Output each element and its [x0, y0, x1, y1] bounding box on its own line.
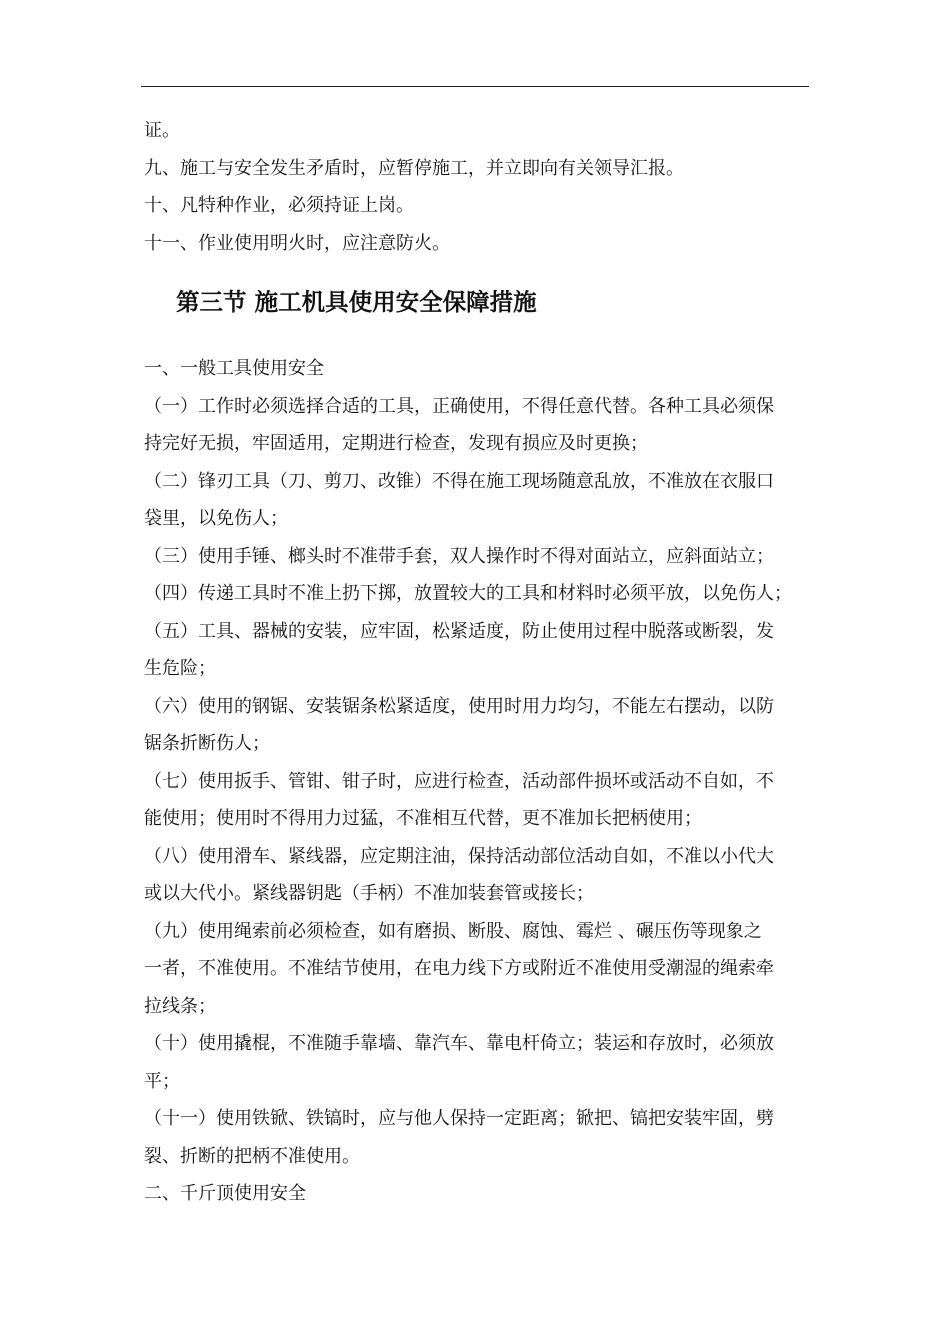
text-line: 十一、作业使用明火时，应注意防火。 — [144, 232, 450, 254]
text-line: 锯条折断伤人； — [144, 733, 270, 754]
text-line: 一、一般工具使用安全 — [144, 358, 324, 379]
text-line: 一者，不准使用。不准结节使用，在电力线下方或附近不准使用受潮湿的绳索牵 — [144, 958, 774, 979]
text-line: （七）使用扳手、管钳、钳子时，应进行检查，活动部件损坏或活动不自如，不 — [144, 770, 774, 792]
text-line: （五）工具、器械的安装，应牢固，松紧适度，防止使用过程中脱落或断裂，发 — [144, 620, 774, 642]
text-line: 九、施工与安全发生矛盾时，应暂停施工，并立即向有关领导汇报。 — [144, 157, 684, 179]
text-line: （三）使用手锤、榔头时不准带手套，双人操作时不得对面站立，应斜面站立； — [144, 545, 774, 567]
text-line: （九）使用绳索前必须检查，如有磨损、断股、腐蚀、霉烂 、碾压伤等现象之 — [144, 920, 762, 942]
text-line: 二、千斤顶使用安全 — [144, 1183, 306, 1204]
header-rule — [141, 86, 809, 87]
text-line: 十、凡特种作业，必须持证上岗。 — [144, 195, 414, 216]
text-line: （一）工作时必须选择合适的工具，正确使用，不得任意代替。各种工具必须保 — [144, 395, 774, 417]
text-line: 能使用；使用时不得用力过猛，不准相互代替，更不准加长把柄使用； — [144, 808, 702, 829]
text-line: 裂、折断的把柄不准使用。 — [144, 1145, 360, 1167]
section-title: 第三节 施工机具使用安全保障措施 — [176, 288, 537, 316]
text-line: （六）使用的钢锯、安装锯条松紧适度，使用时用力均匀，不能左右摆动，以防 — [144, 695, 774, 717]
text-line: （四）传递工具时不准上扔下掷，放置较大的工具和材料时必须平放，以免伤人； — [144, 583, 792, 604]
text-line: （八）使用滑车、紧线器，应定期注油，保持活动部位活动自如，不准以小代大 — [144, 845, 774, 867]
text-line: （二）锋刃工具（刀、剪刀、改锥）不得在施工现场随意乱放，不准放在衣服口 — [144, 470, 774, 492]
text-line: 证。 — [144, 120, 180, 141]
text-line: 拉线条； — [144, 995, 216, 1017]
text-line: （十一）使用铁锨、铁镐时，应与他人保持一定距离；锨把、镐把安装牢固，劈 — [144, 1108, 774, 1129]
text-line: 生危险； — [144, 658, 216, 679]
text-line: 袋里，以免伤人； — [144, 508, 288, 529]
document-body — [144, 112, 810, 1213]
text-line: （十）使用撬棍，不准随手靠墙、靠汽车、靠电杆倚立；装运和存放时，必须放 — [144, 1033, 774, 1054]
text-line: 平； — [144, 1070, 180, 1092]
text-line: 持完好无损，牢固适用，定期进行检查，发现有损应及时更换； — [144, 433, 648, 454]
text-line: 或以大代小。紧线器钥匙（手柄）不准加装套管或接长； — [144, 883, 594, 904]
